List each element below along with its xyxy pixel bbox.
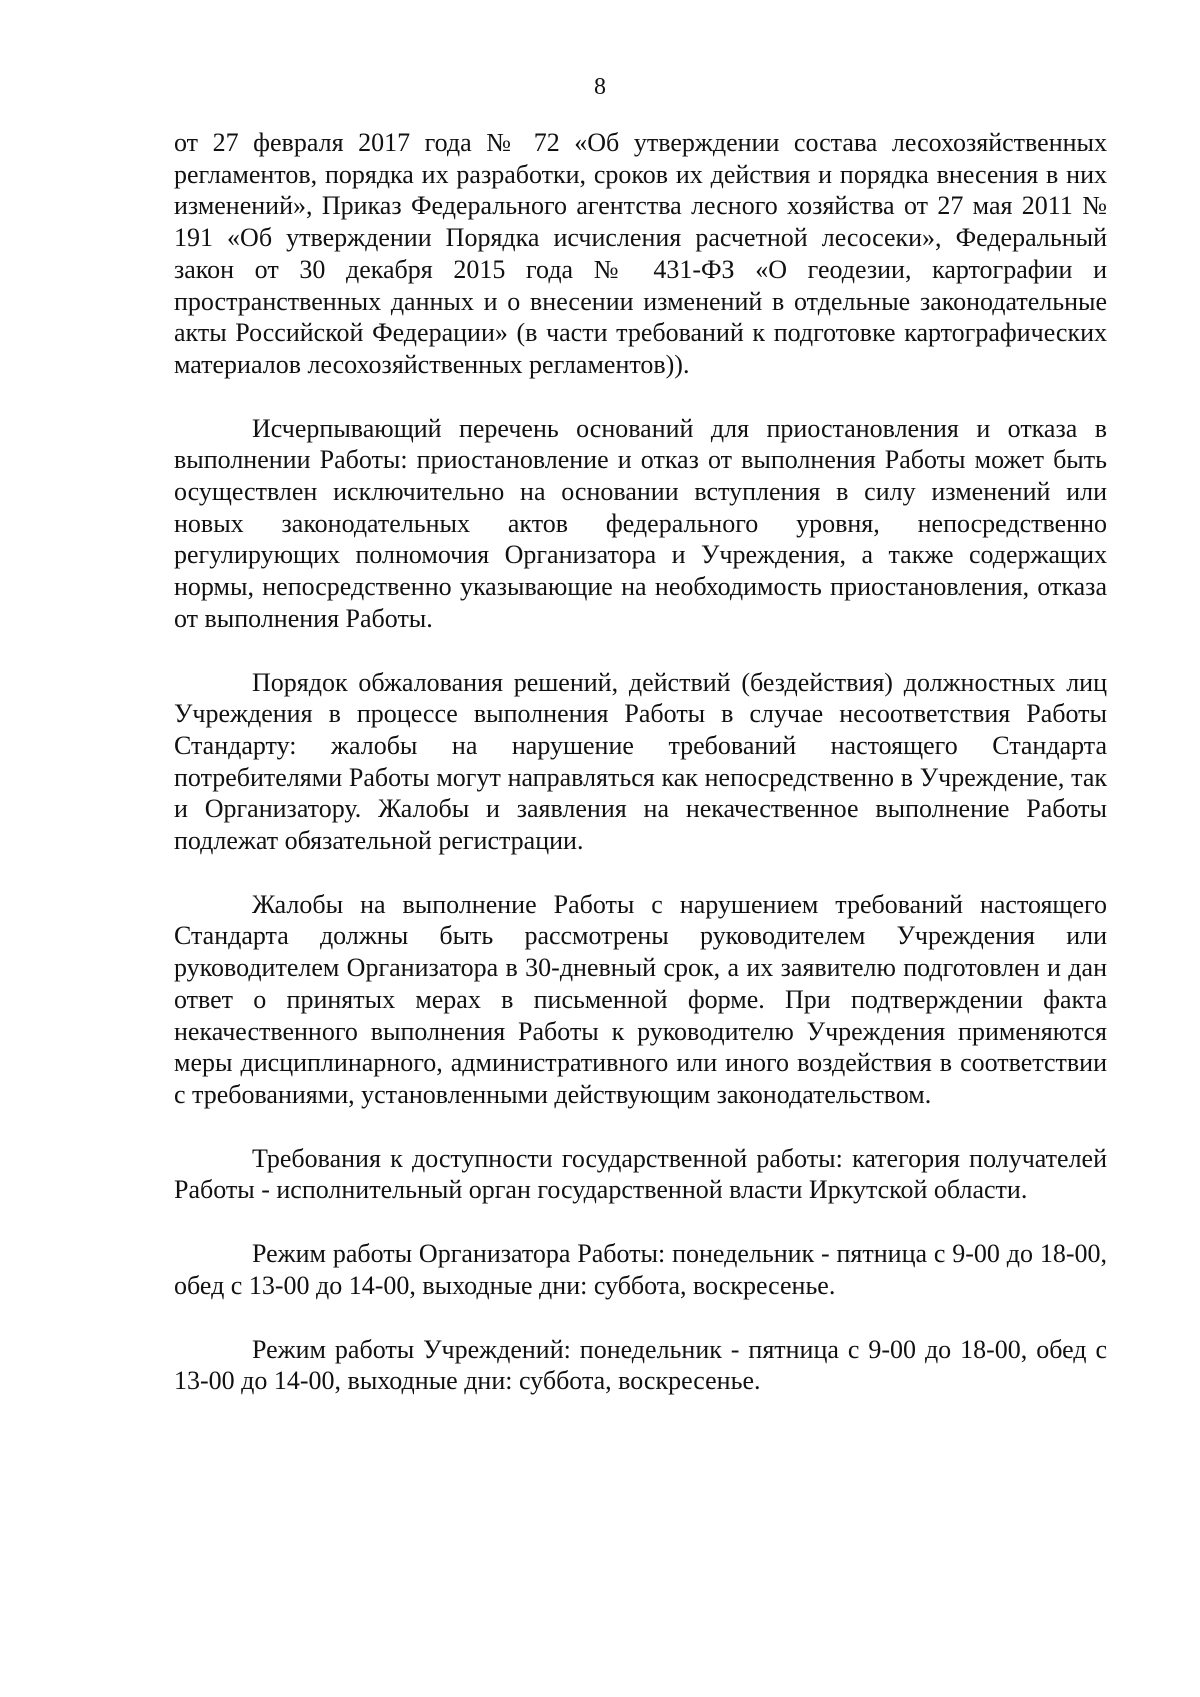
paragraph-appeal-procedure: Порядок обжалования решений, действий (бездействия) должностных лиц Учреждения в процессе выполнения Работы в случае несоответствия Работы Стандарту: жалобы на нарушение требований настоящего Стандарта потребителями Работы могут направляться как непосредственно в Учреждение, так и Организатору. Жалобы и заявления на некачественное выполнение Работы подлежат обязательной регистрации. [174,667,1107,856]
document-body [174,127,1107,1429]
paragraph-grounds-for-suspension: Исчерпывающий перечень оснований для приостановления и отказа в выполнении Работы: приостановление и отказ от выполнения Работы может быть осуществлен исключительно на основании вступления в силу изменений или новых законодательных актов федерального уровня, непосредственно регулирующих полномочия Организатора и Учреждения, а также содержащих нормы, непосредственно указывающие на необходимость приостановления, отказа от выполнения Работы. [174,413,1107,633]
paragraph-organizer-schedule: Режим работы Организатора Работы: понедельник - пятница с 9-00 до 18-00, обед с 13-00 до 14-00, выходные дни: суббота, воскресенье. [174,1239,1107,1300]
page-number: 8 [594,74,606,100]
paragraph-complaints-review: Жалобы на выполнение Работы с нарушением требований настоящего Стандарта должны быть рассмотрены руководителем Учреждения или руководителем Организатора в 30-дневный срок, а их заявителю подготовлен и дан ответ о принятых мерах в письменной форме. При подтверждении факта некачественного выполнения Работы к руководителю Учреждения применяются меры дисциплинарного, административного или иного воздействия в соответствии с требованиями, установленными действующим законодательством. [174,889,1107,1109]
paragraph-accessibility-requirements: Требования к доступности государственной работы: категория получателей Работы - исполнительный орган государственной власти Иркутской области. [174,1143,1107,1205]
paragraph-continuation: от 27 февраля 2017 года № 72 «Об утверждении состава лесохозяйственных регламентов, порядка их разработки, сроков их действия и порядка внесения в них изменений», Приказ Федерального агентства лесного хозяйства от 27 мая 2011 № 191 «Об утверждении Порядка исчисления расчетной лесосеки», Федеральный закон от 30 декабря 2015 года № 431-ФЗ «О геодезии, картографии и пространственных данных и о внесении изменений в отдельные законодательные акты Российской Федерации» (в части требований к подготовке картографических материалов лесохозяйственных регламентов)). [174,128,1107,379]
paragraph-institutions-schedule: Режим работы Учреждений: понедельник - пятница с 9-00 до 18-00, обед с 13-00 до 14-00, выходные дни: суббота, воскресенье. [174,1334,1107,1396]
